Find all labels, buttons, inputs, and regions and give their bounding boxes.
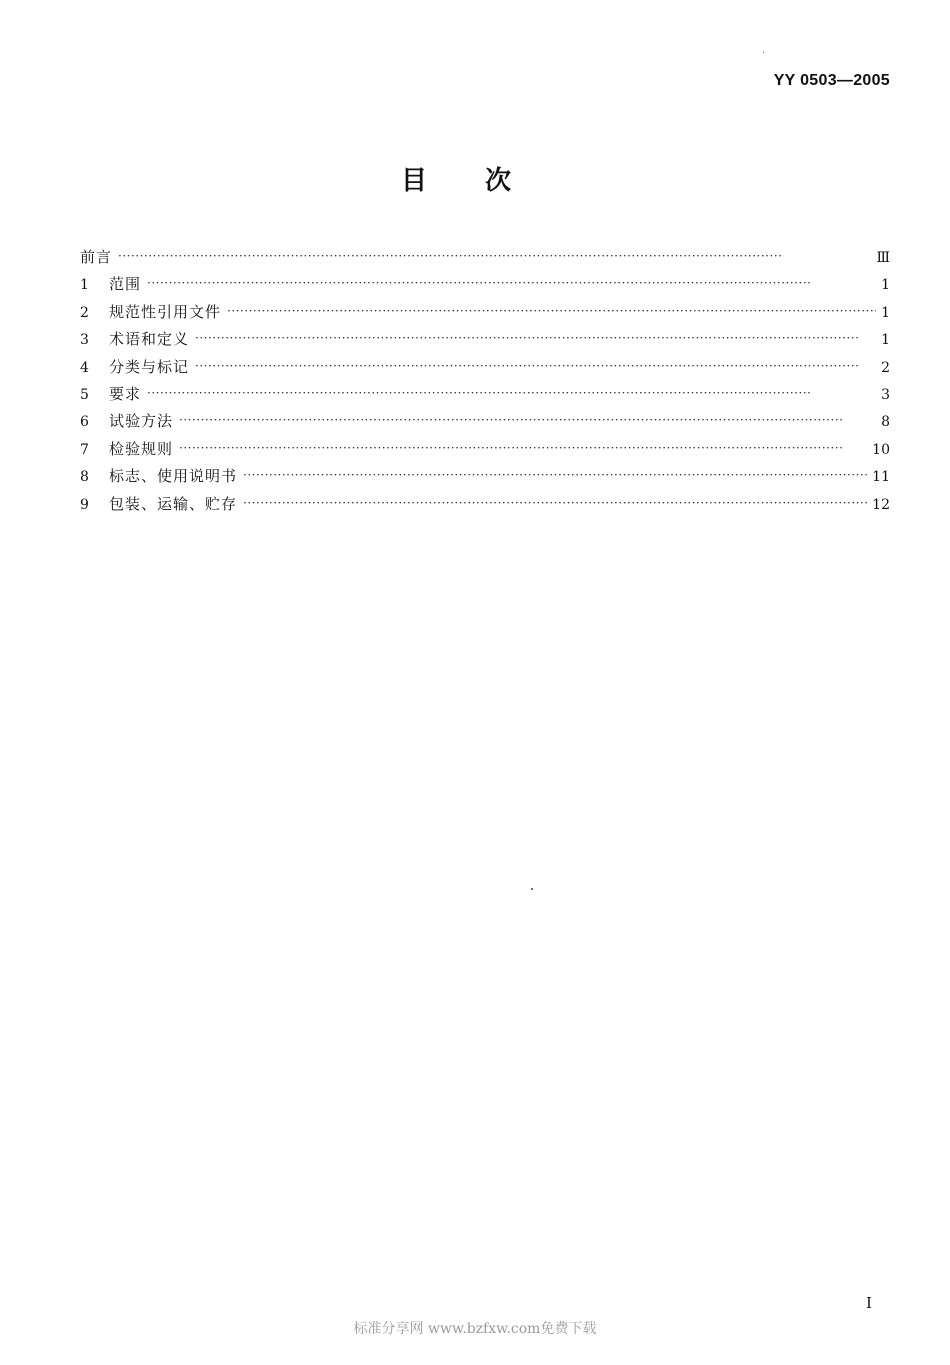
toc-entry-number: 9 — [80, 496, 89, 513]
toc-entry[interactable] — [80, 381, 890, 408]
toc-entry[interactable] — [80, 299, 890, 326]
toc-leader-dots — [243, 490, 868, 517]
toc-entry-label: 检验规则 — [109, 439, 174, 458]
toc-entry[interactable] — [80, 408, 890, 435]
toc-entry-number: 2 — [80, 304, 89, 321]
document-code: YY 0503—2005 — [773, 72, 890, 89]
toc-entry-label: 前言 — [80, 248, 113, 266]
toc-entry-page: 1 — [881, 304, 890, 321]
scan-speck — [763, 52, 764, 53]
toc-entry[interactable] — [80, 463, 890, 490]
toc-entry[interactable] — [80, 491, 890, 518]
toc-entry[interactable] — [80, 354, 890, 381]
toc-entry[interactable] — [80, 244, 890, 271]
toc-entry-number: 6 — [80, 414, 89, 431]
toc-entry-number: 3 — [80, 332, 89, 349]
toc-entry[interactable] — [80, 436, 890, 463]
toc-entry-label: 规范性引用文件 — [109, 302, 222, 321]
toc-entry-page: 1 — [881, 277, 890, 294]
toc-entry-label: 包装、运输、贮存 — [109, 494, 238, 513]
toc-leader-dots — [227, 298, 876, 325]
toc-entry[interactable] — [80, 271, 890, 298]
toc-entry-page: 10 — [872, 441, 890, 458]
toc-entry-number: 1 — [80, 277, 89, 294]
toc-entry-page: 1 — [881, 332, 890, 349]
table-of-contents — [80, 244, 890, 518]
toc-entry-label: 要求 — [109, 384, 142, 403]
toc-leader-dots — [147, 270, 876, 297]
toc-leader-dots — [179, 435, 868, 462]
toc-entry-page: 11 — [872, 469, 890, 486]
toc-entry-page: 2 — [881, 359, 890, 376]
toc-leader-dots — [147, 380, 876, 407]
scan-speck — [531, 888, 533, 890]
toc-entry-label: 范围 — [109, 275, 142, 294]
toc-leader-dots — [118, 243, 872, 270]
toc-entry[interactable] — [80, 326, 890, 353]
toc-entry-page: 8 — [881, 414, 890, 431]
toc-leader-dots — [195, 325, 876, 352]
toc-leader-dots — [179, 407, 876, 434]
watermark: 标准分享网 www.bzfxw.com免费下载 — [353, 1321, 597, 1337]
toc-entry-page: 12 — [872, 496, 890, 513]
toc-entry-label: 分类与标记 — [109, 357, 190, 376]
page-number: I — [866, 1294, 872, 1312]
toc-entry-label: 标志、使用说明书 — [109, 467, 238, 486]
toc-entry-page: 3 — [881, 386, 890, 403]
page-title: 目次 — [400, 166, 569, 196]
toc-entry-number: 7 — [80, 441, 89, 458]
toc-entry-number: 5 — [80, 386, 89, 403]
toc-entry-label: 试验方法 — [109, 412, 174, 431]
toc-entry-label: 术语和定义 — [109, 330, 190, 349]
toc-entry-number: 8 — [80, 469, 89, 486]
toc-entry-page: Ⅲ — [876, 250, 890, 266]
toc-entry-number: 4 — [80, 359, 89, 376]
toc-leader-dots — [243, 462, 868, 489]
toc-leader-dots — [195, 353, 876, 380]
